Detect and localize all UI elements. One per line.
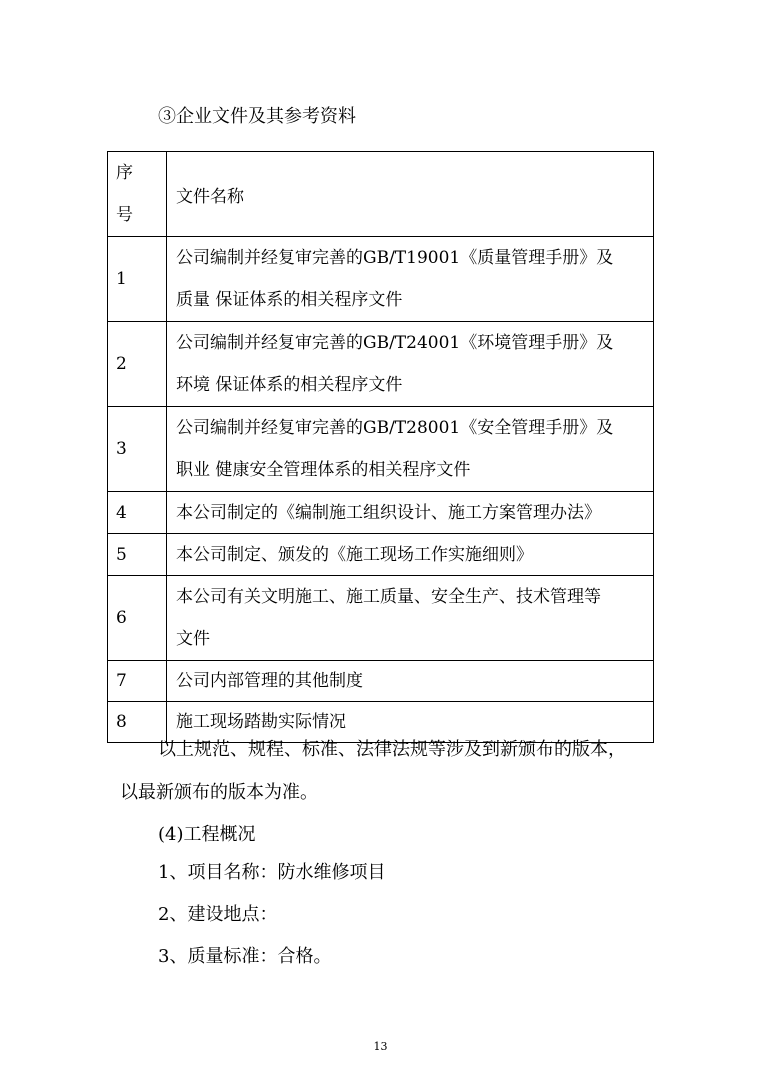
row-name	[167, 237, 654, 322]
row-num: 3	[108, 407, 167, 492]
row-name-line1: 本公司制定的《编制施工组织设计、施工方案管理办法》	[176, 502, 601, 523]
table-row	[108, 492, 654, 534]
row-num: 7	[108, 661, 167, 702]
row-num: 2	[108, 322, 167, 407]
row-num: 6	[108, 576, 167, 661]
row-name	[167, 661, 654, 702]
row-name-line1: 本公司有关文明施工、施工质量、安全生产、技术管理等	[176, 587, 601, 607]
row-name-line1: 施工现场踏勘实际情况	[176, 712, 346, 732]
row-name	[167, 702, 654, 743]
list-item: 1、项目名称：防水维修项目	[158, 862, 386, 883]
list-item: 3、质量标准：合格。	[158, 946, 332, 967]
row-num: 8	[108, 702, 167, 743]
header-num-line2: 号	[116, 205, 133, 225]
paragraph-line: 以最新颁布的版本为准。	[120, 782, 318, 803]
page-number: 13	[373, 1040, 388, 1053]
row-num: 4	[108, 492, 167, 534]
row-name	[167, 322, 654, 407]
row-name-line1: 公司编制并经复审完善的GB/T24001《环境管理手册》及	[176, 333, 614, 353]
section-heading: ③企业文件及其参考资料	[158, 106, 356, 127]
table-row	[108, 661, 654, 702]
row-name	[167, 534, 654, 576]
row-name	[167, 576, 654, 661]
table-row	[108, 534, 654, 576]
header-name-cell	[167, 152, 654, 237]
row-name-line1: 公司编制并经复审完善的GB/T19001《质量管理手册》及	[176, 248, 614, 268]
row-num: 1	[108, 237, 167, 322]
row-name-line2: 职业 健康安全管理体系的相关程序文件	[176, 460, 471, 480]
list-item: 2、建设地点：	[158, 904, 278, 925]
row-name	[167, 492, 654, 534]
row-name-line2: 文件	[176, 629, 210, 649]
row-name-line1: 公司内部管理的其他制度	[176, 671, 363, 691]
table-row	[108, 407, 654, 492]
table-row	[108, 237, 654, 322]
table-header-row	[108, 152, 654, 237]
header-num-cell	[108, 152, 167, 237]
row-name-line1: 本公司制定、颁发的《施工现场工作实施细则》	[176, 544, 533, 565]
row-name-line2: 质量 保证体系的相关程序文件	[176, 290, 403, 310]
table-row	[108, 322, 654, 407]
row-num: 5	[108, 534, 167, 576]
row-name	[167, 407, 654, 492]
row-name-line2: 环境 保证体系的相关程序文件	[176, 375, 403, 395]
documents-table	[107, 151, 654, 743]
header-name: 文件名称	[176, 186, 244, 207]
table-row	[108, 576, 654, 661]
section-title: (4)工程概况	[158, 824, 256, 845]
table-row	[108, 702, 654, 743]
header-num-line1: 序	[116, 163, 133, 183]
row-name-line1: 公司编制并经复审完善的GB/T28001《安全管理手册》及	[176, 418, 614, 438]
paragraph-line: 以上规范、规程、标准、法律法规等涉及到新颁布的版本，	[158, 739, 626, 760]
